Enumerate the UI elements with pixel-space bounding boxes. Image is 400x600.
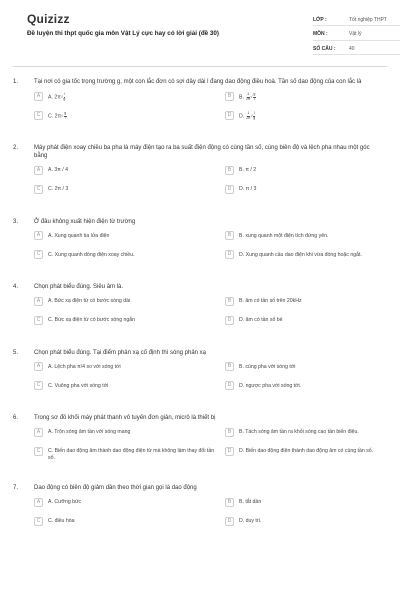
option-letter-badge: B <box>225 297 234 306</box>
option-letter-badge: D <box>225 316 234 325</box>
option-a[interactable] <box>34 429 217 439</box>
option-a[interactable] <box>34 167 217 177</box>
option-d[interactable] <box>225 382 400 392</box>
sqrt-symbol: √ <box>250 113 253 118</box>
sqrt-symbol: √ <box>250 94 253 99</box>
option-a[interactable] <box>34 232 217 242</box>
question-7 <box>13 484 387 528</box>
option-letter-badge: A <box>34 231 43 240</box>
question-text: Máy phát điện xoay chiều ba pha là máy điện tạo ra ba suất điện động có cùng tần số, cùng biên độ và lệch pha nhau một góc bằng <box>34 144 370 159</box>
option-text <box>48 93 65 102</box>
option-letter-badge: A <box>34 166 43 175</box>
question-header <box>13 78 387 87</box>
question-header <box>13 349 387 358</box>
fraction-numerator: l <box>64 92 65 96</box>
fraction-numerator: g <box>253 92 256 96</box>
option-letter-badge: D <box>225 250 234 259</box>
option-text: D. âm có tần số bé <box>239 317 283 323</box>
option-b[interactable] <box>225 167 400 177</box>
option-letter-badge: A <box>34 428 43 437</box>
option-grid <box>13 232 387 261</box>
option-letter-badge: D <box>225 381 234 390</box>
option-text: C. điều hòa <box>48 518 75 524</box>
meta-value: 40 <box>349 45 355 52</box>
option-d[interactable] <box>225 251 400 261</box>
option-c[interactable] <box>34 112 217 122</box>
option-a[interactable] <box>34 363 217 373</box>
fraction-denominator: 2π <box>245 96 251 101</box>
option-grid <box>13 93 387 122</box>
option-c[interactable] <box>34 186 217 196</box>
option-text: A. Cưỡng bức <box>48 499 82 505</box>
question-text: Chọn phát biểu đúng. Siêu âm là. <box>34 284 124 290</box>
formula-prefix: A. 2π <box>48 94 61 101</box>
question-5 <box>13 349 387 393</box>
question-header <box>13 218 387 227</box>
option-letter-badge: D <box>225 111 234 120</box>
option-text: C. 2π / 3 <box>48 186 69 192</box>
meta-row-subject <box>313 29 400 41</box>
question-header <box>13 484 387 493</box>
fraction-denominator: g <box>253 115 256 120</box>
option-letter-badge: D <box>225 185 234 194</box>
worksheet-meta <box>313 14 400 58</box>
fraction-numerator: g <box>64 111 67 115</box>
option-letter-badge: A <box>34 498 43 507</box>
option-a[interactable] <box>34 298 217 308</box>
option-text: A. Xung quanh tia lửa điện <box>48 232 110 239</box>
fraction-denominator: l <box>64 115 66 120</box>
question-text: Trong sơ đồ khối máy phát thanh vô tuyến đơn giản, micrô là thiết bị <box>34 415 216 421</box>
option-text: B. π / 2 <box>239 167 257 173</box>
option-letter-badge: A <box>34 297 43 306</box>
option-text: C. Bức xạ điện từ có bước sóng ngắn <box>48 317 136 323</box>
option-letter-badge: B <box>225 362 234 371</box>
option-grid <box>13 167 387 196</box>
option-text: C. Vuông pha với sóng tới <box>48 382 109 389</box>
header-divider <box>13 66 387 67</box>
option-grid <box>13 429 387 463</box>
fraction <box>60 92 66 101</box>
question-list <box>13 78 387 528</box>
question-text: Chọn phát biểu đúng. Tại điểm phản xạ cố định thì sóng phản xạ <box>34 349 207 356</box>
meta-value: Vật lý <box>349 31 362 37</box>
question-number: 5. <box>13 349 19 356</box>
option-letter-badge: B <box>225 498 234 507</box>
question-1 <box>13 78 387 122</box>
option-text: A. Bức xạ điện từ có bước sóng dài <box>48 298 131 304</box>
question-number: 7. <box>13 485 19 491</box>
worksheet-title: Đề luyện thi thpt quốc gia môn Vật Lý cực hay có lời giải (đề 30) <box>27 30 220 37</box>
option-a[interactable] <box>34 93 217 103</box>
option-text: A. 3π / 4 <box>48 167 69 173</box>
fraction-denominator: 2π <box>246 115 251 120</box>
question-number: 1. <box>13 79 19 85</box>
option-grid <box>13 499 387 528</box>
option-letter-badge: B <box>225 231 234 240</box>
option-c[interactable] <box>34 448 217 463</box>
question-header <box>13 414 387 423</box>
sqrt-symbol: √ <box>61 113 64 118</box>
option-text: D. duy trì. <box>239 518 262 524</box>
option-text: B. tắt dần <box>239 499 262 505</box>
option-letter-badge: D <box>225 447 234 456</box>
question-3 <box>13 218 387 262</box>
question-number: 2. <box>13 144 19 151</box>
worksheet-header <box>13 0 387 62</box>
sqrt-symbol: √ <box>60 94 63 99</box>
meta-label: SỐ CÂU : <box>313 45 336 52</box>
option-text <box>239 93 256 102</box>
quizizz-logo: Quizizz <box>27 12 70 26</box>
option-text: B. âm có tần số trên 20kHz <box>239 298 302 304</box>
option-text: A. Trộn sóng âm tần với sóng mang <box>48 429 131 435</box>
option-letter-badge: C <box>34 185 43 194</box>
option-text <box>48 112 67 121</box>
option-grid <box>13 363 387 392</box>
option-text: C. Xung quanh dòng điện xoay chiều. <box>48 251 135 258</box>
fraction <box>253 93 256 101</box>
question-number: 6. <box>13 415 19 421</box>
fraction-numerator: 1 <box>247 111 250 115</box>
option-d[interactable] <box>225 317 400 327</box>
question-header <box>13 144 387 161</box>
option-c[interactable] <box>34 382 217 392</box>
meta-value: Tốt nghiệp THPT <box>349 16 387 23</box>
option-b[interactable] <box>225 429 400 439</box>
option-text: B. cùng pha với sóng tới <box>239 363 296 370</box>
option-text: C. Biến dao động âm thành dao động điện từ mà không làm thay đổi tần số. <box>48 448 215 461</box>
option-text: B. xung quanh một điện tích đứng yên. <box>239 232 329 239</box>
option-letter-badge: C <box>34 381 43 390</box>
option-b[interactable] <box>225 499 400 509</box>
option-d[interactable] <box>225 186 400 196</box>
option-letter-badge: C <box>34 447 43 456</box>
question-number: 3. <box>13 218 19 225</box>
meta-label: MÔN : <box>313 31 328 37</box>
option-letter-badge: C <box>34 316 43 325</box>
option-b[interactable] <box>225 232 400 242</box>
option-letter-badge: B <box>225 428 234 437</box>
option-d[interactable] <box>225 518 400 528</box>
option-text: D. Biến dao động điện thành dao động âm có cùng tần số. <box>239 448 374 454</box>
option-letter-badge: C <box>34 517 43 526</box>
question-header <box>13 283 387 292</box>
question-text: Ở đâu không xuất hiện điện từ trường <box>34 218 136 225</box>
meta-row-class <box>313 14 400 26</box>
meta-row-count <box>313 43 400 55</box>
option-grid <box>13 298 387 327</box>
option-b[interactable] <box>225 363 400 373</box>
fraction-denominator: g <box>63 96 66 101</box>
option-letter-badge: B <box>225 166 234 175</box>
question-4 <box>13 283 387 327</box>
option-text: A. Lệch pha π/4 so với sóng tới <box>48 363 121 370</box>
option-text <box>239 112 255 121</box>
option-c[interactable] <box>34 518 217 528</box>
option-text: B. Tách sóng âm tần ra khỏi sóng cao tần biến điệu. <box>239 429 359 435</box>
fraction-denominator: l <box>254 96 255 101</box>
formula-prefix: B. <box>239 94 246 101</box>
option-letter-badge: B <box>225 92 234 101</box>
meta-label: LỚP : <box>313 16 327 23</box>
option-a[interactable] <box>34 499 217 509</box>
fraction-numerator: 1 <box>247 92 250 96</box>
option-letter-badge: C <box>34 111 43 120</box>
fraction-numerator: l <box>253 111 255 115</box>
question-text: Tại nơi có gia tốc trọng trường g, một con lắc đơn có sợi dây dài l đang dao động điều hoà. Tần số dao động của con lắc là <box>34 79 362 85</box>
fraction <box>64 112 67 120</box>
option-text: D. ngược pha với sóng tới. <box>239 382 302 389</box>
option-letter-badge: D <box>225 517 234 526</box>
option-text: D. Xung quanh cầu dao điện khi vừa đóng hoặc ngắt. <box>239 251 362 258</box>
question-2 <box>13 144 387 196</box>
option-d[interactable] <box>225 112 400 122</box>
option-letter-badge: A <box>34 362 43 371</box>
formula-prefix: D. <box>239 113 246 120</box>
option-text: D. π / 3 <box>239 186 257 192</box>
fraction <box>250 111 256 120</box>
option-letter-badge: A <box>34 92 43 101</box>
option-c[interactable] <box>34 251 217 261</box>
option-b[interactable] <box>225 298 400 308</box>
question-number: 4. <box>13 284 19 290</box>
option-c[interactable] <box>34 317 217 327</box>
option-d[interactable] <box>225 448 400 463</box>
option-letter-badge: C <box>34 250 43 259</box>
option-b[interactable] <box>225 93 400 103</box>
formula-prefix: C. 2π <box>48 113 62 120</box>
question-text: Dao động có biên độ giảm dần theo thời gian gọi là dao động <box>34 485 197 491</box>
question-6 <box>13 414 387 462</box>
